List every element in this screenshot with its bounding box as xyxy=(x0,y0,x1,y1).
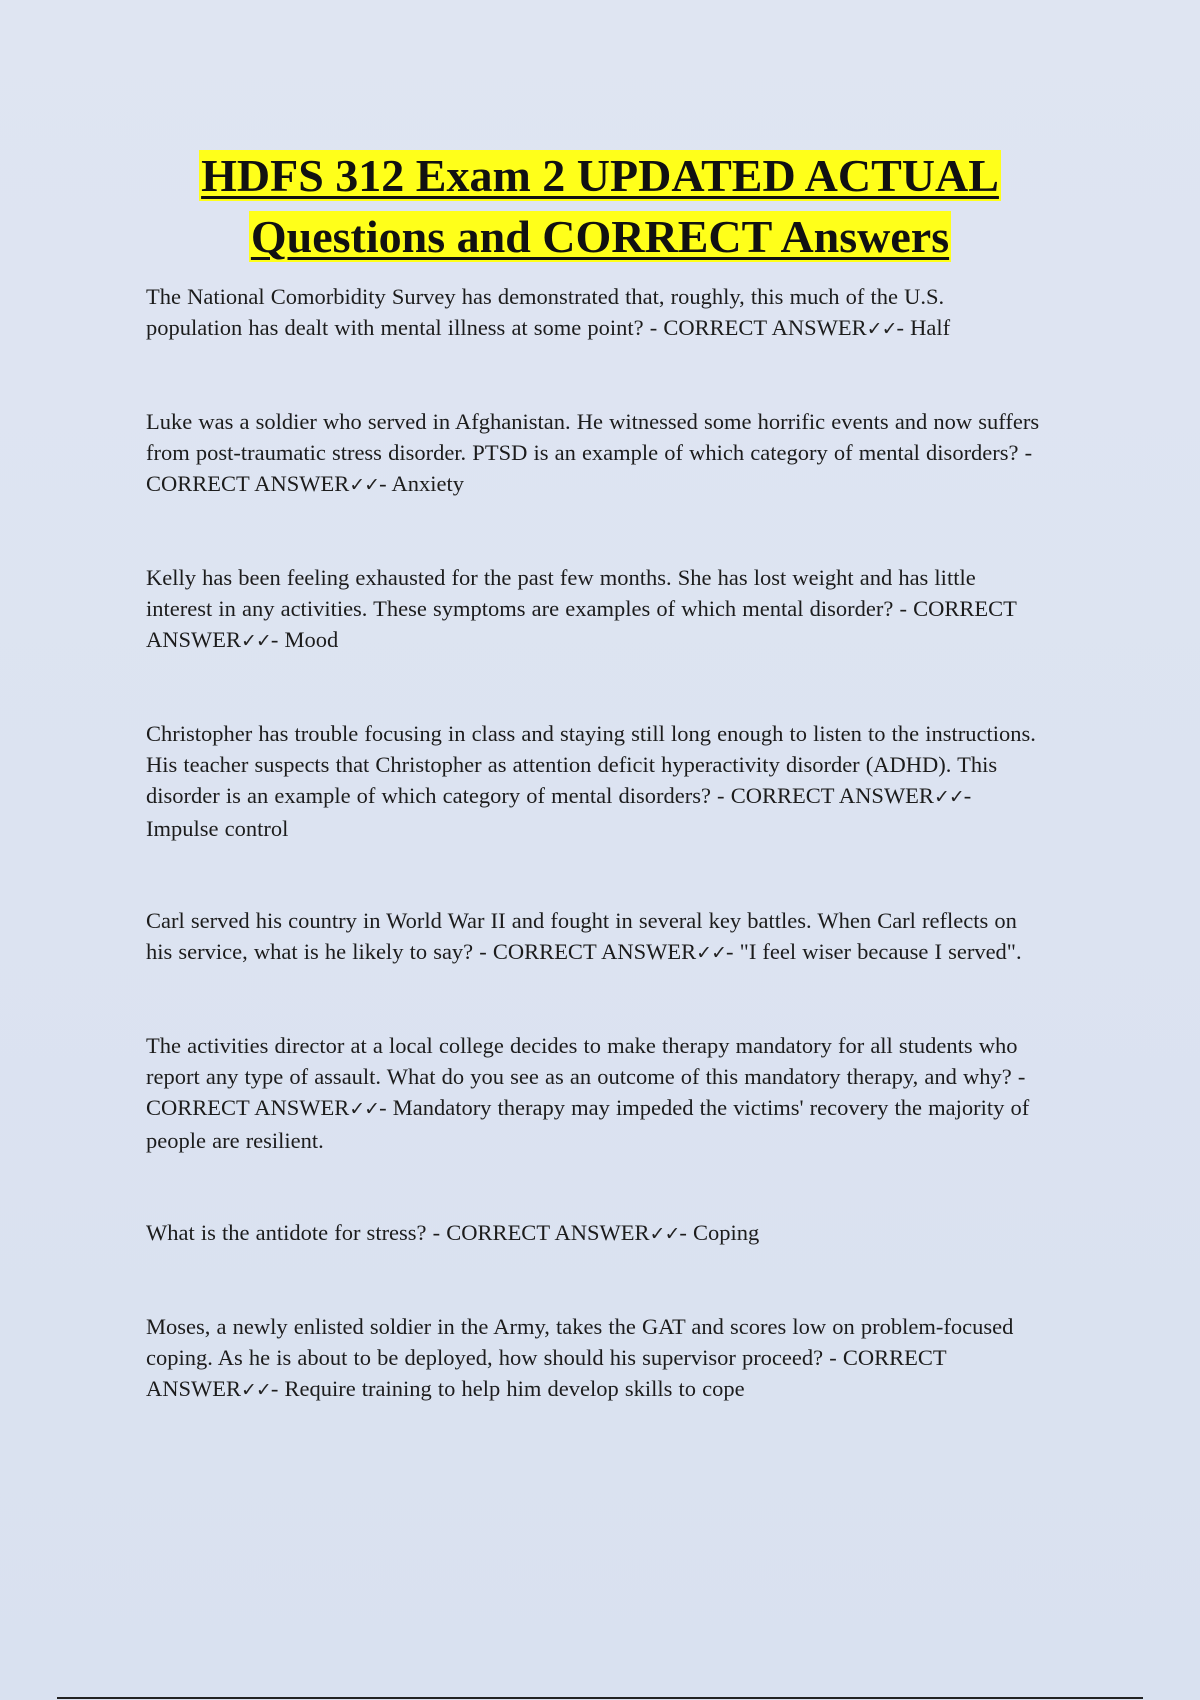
question-text: What is the antidote for stress? - xyxy=(146,1220,447,1245)
qa-item xyxy=(146,281,1046,345)
answer-text: - Mandatory therapy may impeded the victims' recovery the majority of people are resilient. xyxy=(146,1095,1030,1153)
double-check-icon: ✓✓ xyxy=(696,942,727,964)
answer-marker: CORRECT ANSWER xyxy=(146,596,1017,652)
double-check-icon: ✓✓ xyxy=(649,1223,680,1245)
qa-item xyxy=(146,718,1046,844)
title-line-1: HDFS 312 Exam 2 UPDATED ACTUAL xyxy=(201,150,999,201)
question-text: Luke was a soldier who served in Afghanistan. He witnessed some horrific events and now suffers from post-traumatic stress disorder. PTSD is an example of which category of mental disorders? - xyxy=(146,409,1040,465)
question-text: Moses, a newly enlisted soldier in the Army, takes the GAT and scores low on problem-focused coping. As he is about to be deployed, how should his supervisor proceed? - xyxy=(146,1314,1014,1370)
answer-text: - Coping xyxy=(679,1220,760,1245)
question-text: The National Comorbidity Survey has demonstrated that, roughly, this much of the U.S. population has dealt with mental illness at some point? - xyxy=(146,284,945,340)
title-line-2: Questions and CORRECT Answers xyxy=(250,211,950,262)
qa-item xyxy=(146,905,1046,969)
qa-item xyxy=(146,1030,1046,1156)
answer-marker: CORRECT ANSWER xyxy=(446,1220,650,1245)
answer-text: - Require training to help him develop skills to cope xyxy=(270,1376,745,1401)
answer-marker: CORRECT ANSWER xyxy=(146,1345,947,1401)
qa-item xyxy=(146,562,1046,657)
question-text: The activities director at a local college decides to make therapy mandatory for all students who report any type of assault. What do you see as an outcome of this mandatory therapy, and why? - xyxy=(146,1033,1026,1089)
answer-marker: CORRECT ANSWER xyxy=(146,1095,350,1120)
question-text: Carl served his country in World War II and fought in several key battles. When Carl reflects on his service, what is he likely to say? - xyxy=(146,908,1017,964)
answer-marker: CORRECT ANSWER xyxy=(663,315,867,340)
qa-item xyxy=(146,1217,1046,1250)
answer-text: - "I feel wiser because I served". xyxy=(726,939,1022,964)
footer-divider xyxy=(57,1697,1143,1699)
qa-item xyxy=(146,1311,1046,1406)
double-check-icon: ✓✓ xyxy=(349,1098,380,1120)
answer-text: - Impulse control xyxy=(146,783,972,841)
answer-text: - Half xyxy=(896,315,951,340)
answer-marker: CORRECT ANSWER xyxy=(730,783,934,808)
double-check-icon: ✓✓ xyxy=(241,630,271,652)
answer-text: - Anxiety xyxy=(379,471,464,496)
double-check-icon: ✓✓ xyxy=(241,1379,271,1401)
question-text: Kelly has been feeling exhausted for the past few months. She has lost weight and has little interest in any activities. These symptoms are examples of which mental disorder? - xyxy=(146,565,976,621)
question-text: Christopher has trouble focusing in class and staying still long enough to listen to the instructions. His teacher suspects that Christopher as attention deficit hyperactivity disorder (ADHD). This disorder is an example of which category of mental disorders? - xyxy=(146,721,1036,808)
answer-text: - Mood xyxy=(270,627,339,652)
document-title xyxy=(0,145,1200,267)
qa-item xyxy=(146,406,1046,501)
answer-marker: CORRECT ANSWER xyxy=(146,471,350,496)
answer-marker: CORRECT ANSWER xyxy=(492,939,697,964)
double-check-icon: ✓✓ xyxy=(349,474,380,496)
double-check-icon: ✓✓ xyxy=(933,786,964,808)
double-check-icon: ✓✓ xyxy=(866,318,897,340)
qa-list xyxy=(146,281,1046,1467)
